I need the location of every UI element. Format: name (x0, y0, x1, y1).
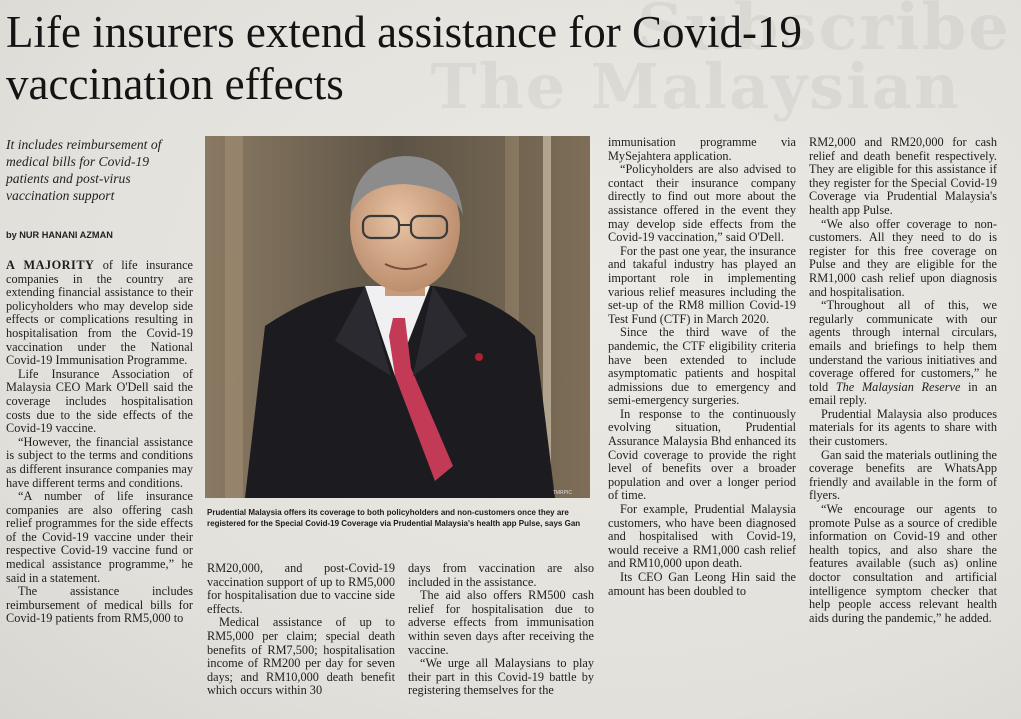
paragraph: Life Insurance Association of Malaysia CEO Mark O'Dell said the coverage includes hospitalisation costs due to the side effects of the Covid-19 vaccine. (6, 366, 193, 436)
article-column-4 (608, 136, 796, 598)
bleed-through-text: The Malaysian (430, 50, 961, 123)
paragraph (6, 259, 193, 368)
paragraph (809, 299, 997, 408)
paragraph: “We encourage our agents to promote Pulse as a source of credible information on Covid-19 and other health topics, and also share the features available (such as) online doctor consultation and artificial intelligence symptom checker that help people access relevant health aids during the pandemic,” he added. (809, 502, 997, 625)
standfirst: It includes reimbursement of medical bills for Covid-19 patients and post-virus vaccination support (6, 137, 162, 203)
bleed-through-text: Subscribe (637, 0, 1011, 65)
article-column-2 (207, 562, 395, 698)
article-column-5 (809, 136, 997, 625)
portrait-illustration (205, 136, 590, 498)
paragraph: RM20,000, and post-Covid-19 vaccination support of up to RM5,000 for hospitalisation due to vaccine side effects. (207, 561, 395, 616)
paragraph: Its CEO Gan Leong Hin said the amount has been doubled to (608, 570, 796, 598)
paragraph: For the past one year, the insurance and takaful industry has played an important role in implementing various relief measures including the set-up of the RM8 million Covid-19 Test Fund (CTF) in March 2020. (608, 243, 796, 326)
paragraph: Prudential Malaysia also produces materials for its agents to share with their customers. (809, 406, 997, 449)
headline-line-1: Life insurers extend assistance for Covid-19 (6, 7, 803, 57)
paragraph: immunisation programme via MySejahtera application. (608, 135, 796, 163)
paragraph: “We urge all Malaysians to play their part in this Covid-19 battle by registering themselves for the (408, 656, 594, 698)
byline: by NUR HANANI AZMAN (6, 230, 113, 240)
lead-in-caps: A MAJORITY (6, 258, 95, 272)
paragraph: The aid also offers RM500 cash relief for hospitalisation due to adverse effects from immunisation within seven days after receiving the vaccine. (408, 588, 594, 657)
paragraph-text: of life insurance companies in the country are extending financial assistance to their policyholders who may develop side effects or complications resulting in hospitalisation from the Covid-19 vaccination under the National Covid-19 Immunisation Programme. (6, 258, 194, 368)
paragraph: Since the third wave of the pandemic, the CTF eligibility criteria have been extended to include asymptomatic patients and hospital admissions due to emergency and semi-emergency surgeries. (608, 325, 796, 408)
paragraph: “However, the financial assistance is subject to the terms and conditions as different insurance companies may have different terms and conditions. (6, 434, 193, 490)
paragraph-text: in an email reply. (809, 379, 997, 408)
headline-line-2: vaccination effects (6, 59, 344, 109)
paragraph: “Policyholders are also advised to contact their insurance company directly to find out more about the assistance offered in the event they may develop side effects from the Covid-19 vaccination,” said O'Dell. (608, 162, 796, 245)
photo-credit: TMRPIC (552, 490, 572, 496)
paragraph: “We also offer coverage to non-customers. All they need to do is register for this free coverage on Pulse and they are eligible for the RM1,000 cash relief upon diagnosis and hospitalisation. (809, 216, 997, 299)
paragraph: “A number of life insurance companies are also offering cash relief programmes for the side effects of the Covid-19 vaccine under their respective Covid-19 vaccine fund or medical assistance programme,” he said in a statement. (6, 489, 193, 585)
paragraph: RM2,000 and RM20,000 for cash relief and death benefit respectively. They are eligible for this assistance if they register for the Special Covid-19 Coverage via Prudential Malaysia's health app Pulse. (809, 135, 997, 217)
paragraph: In response to the continuously evolving situation, Prudential Assurance Malaysia Bhd enhanced its Covid coverage to provide the right level of benefits over a broader population and over a longer period of time. (608, 406, 796, 503)
portrait-photo (205, 136, 590, 498)
paragraph: Gan said the materials outlining the coverage benefits are WhatsApp friendly and available in the form of flyers. (809, 447, 997, 503)
publication-name: The Malaysian Reserve (835, 379, 961, 394)
paragraph: days from vaccination are also included in the assistance. (408, 561, 594, 589)
photo-caption: Prudential Malaysia offers its coverage to both policyholders and non-customers once they are registered for the Special Covid-19 Coverage via Prudential Malaysia's health app Pulse, says Gan (207, 508, 581, 528)
headline (6, 6, 996, 110)
article-column-3 (408, 562, 594, 698)
paragraph-text: “Throughout all of this, we regularly communicate with our agents through internal circulars, emails and briefings to help them understand the various initiatives and coverage offered for customers,” he told (809, 298, 997, 394)
article-column-1 (6, 259, 193, 626)
paragraph: For example, Prudential Malaysia customers, who have been diagnosed and hospitalised with Covid-19, would receive a RM1,000 cash relief and RM10,000 upon death. (608, 502, 796, 571)
paragraph: The assistance includes reimbursement of medical bills for Covid-19 patients from RM5,000 to (6, 584, 193, 626)
paragraph: Medical assistance of up to RM5,000 per claim; special death benefits of RM7,500; hospitalisation income of RM200 per day for seven days; and RM10,000 death benefit which occurs within 30 (207, 615, 395, 698)
